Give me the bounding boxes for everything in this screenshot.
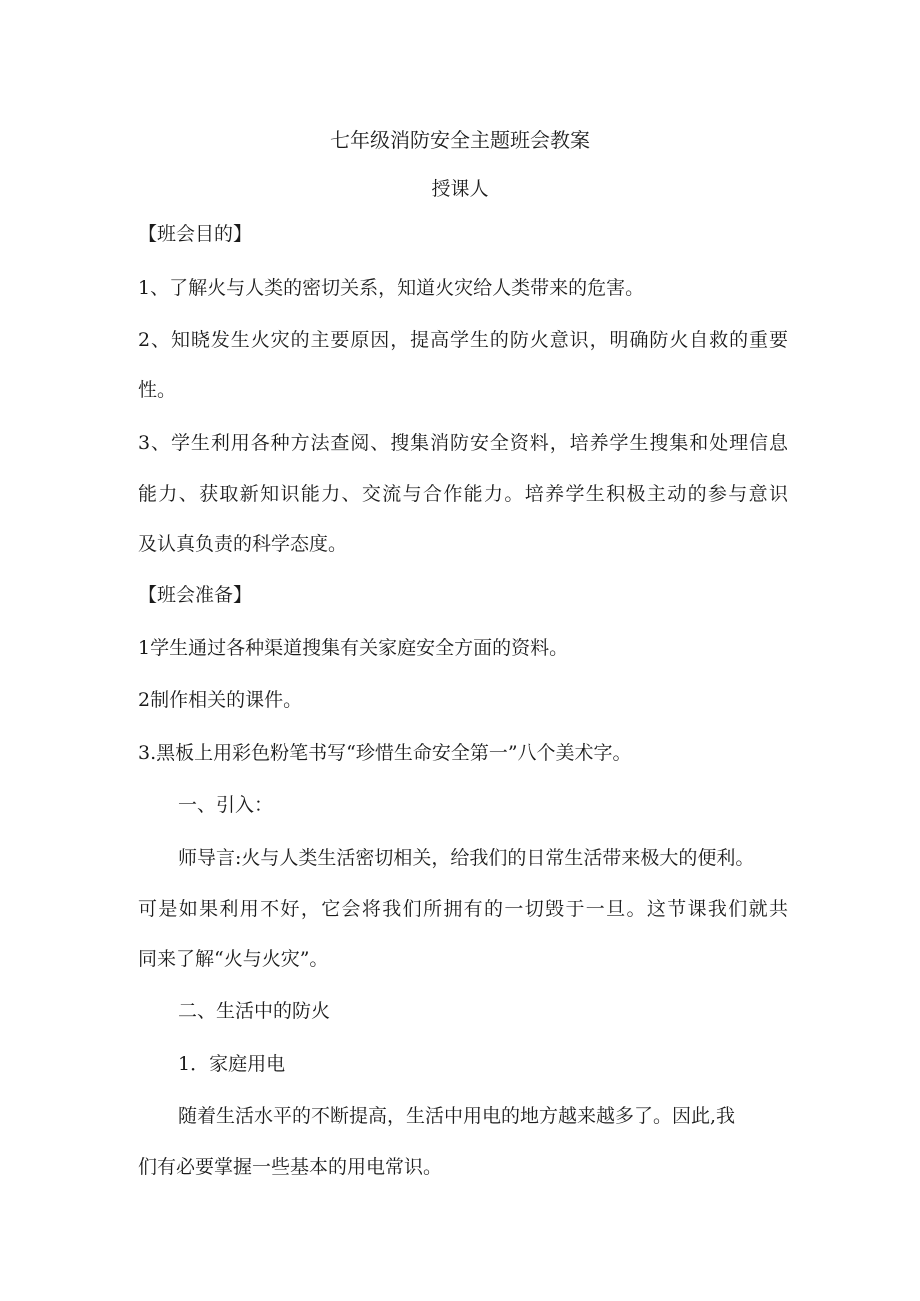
paragraph-line: 可是如果利用不好，它会将我们所拥有的一切毁于一旦。这节课我们就共 bbox=[138, 898, 788, 920]
section-heading-intro: 一、引入： bbox=[178, 794, 274, 816]
paragraph-line: 随着生活水平的不断提高，生活中用电的地方越来越多了。因此,我 bbox=[178, 1105, 736, 1127]
paragraph-line: 1、了解火与人类的密切关系，知道火灾给人类带来的危害。 bbox=[138, 277, 645, 299]
paragraph-line: 1学生通过各种渠道搜集有关家庭安全方面的资料。 bbox=[138, 637, 569, 659]
paragraph-line: 2制作相关的课件。 bbox=[138, 689, 303, 711]
paragraph-line: 师导言:火与人类生活密切相关，给我们的日常生活带来极大的便利。 bbox=[178, 847, 755, 869]
paragraph-line: 3.黑板上用彩色粉笔书写“珍惜生命安全第一”八个美术字。 bbox=[138, 742, 632, 764]
section-heading-purpose: 【班会目的】 bbox=[138, 223, 253, 245]
paragraph-line: 同来了解“火与火灾”。 bbox=[138, 948, 329, 970]
paragraph-line: 及认真负责的科学态度。 bbox=[138, 533, 348, 555]
paragraph-line: 性。 bbox=[138, 379, 177, 401]
section-heading-preparation: 【班会准备】 bbox=[138, 584, 253, 606]
subsection-heading-home-electricity: 1．家庭用电 bbox=[178, 1053, 286, 1075]
document-title: 七年级消防安全主题班会教案 bbox=[330, 128, 590, 152]
paragraph-line: 能力、获取新知识能力、交流与合作能力。培养学生积极主动的参与意识 bbox=[138, 483, 788, 505]
section-heading-fire-prevention: 二、生活中的防火 bbox=[178, 1000, 331, 1022]
paragraph-line: 3、学生利用各种方法查阅、搜集消防安全资料，培养学生搜集和处理信息 bbox=[138, 432, 788, 454]
paragraph-line: 们有必要掌握一些基本的用电常识。 bbox=[138, 1156, 443, 1178]
document-subtitle: 授课人 bbox=[431, 178, 489, 200]
paragraph-line: 2、知晓发生火灾的主要原因，提高学生的防火意识，明确防火自救的重要 bbox=[138, 329, 788, 351]
